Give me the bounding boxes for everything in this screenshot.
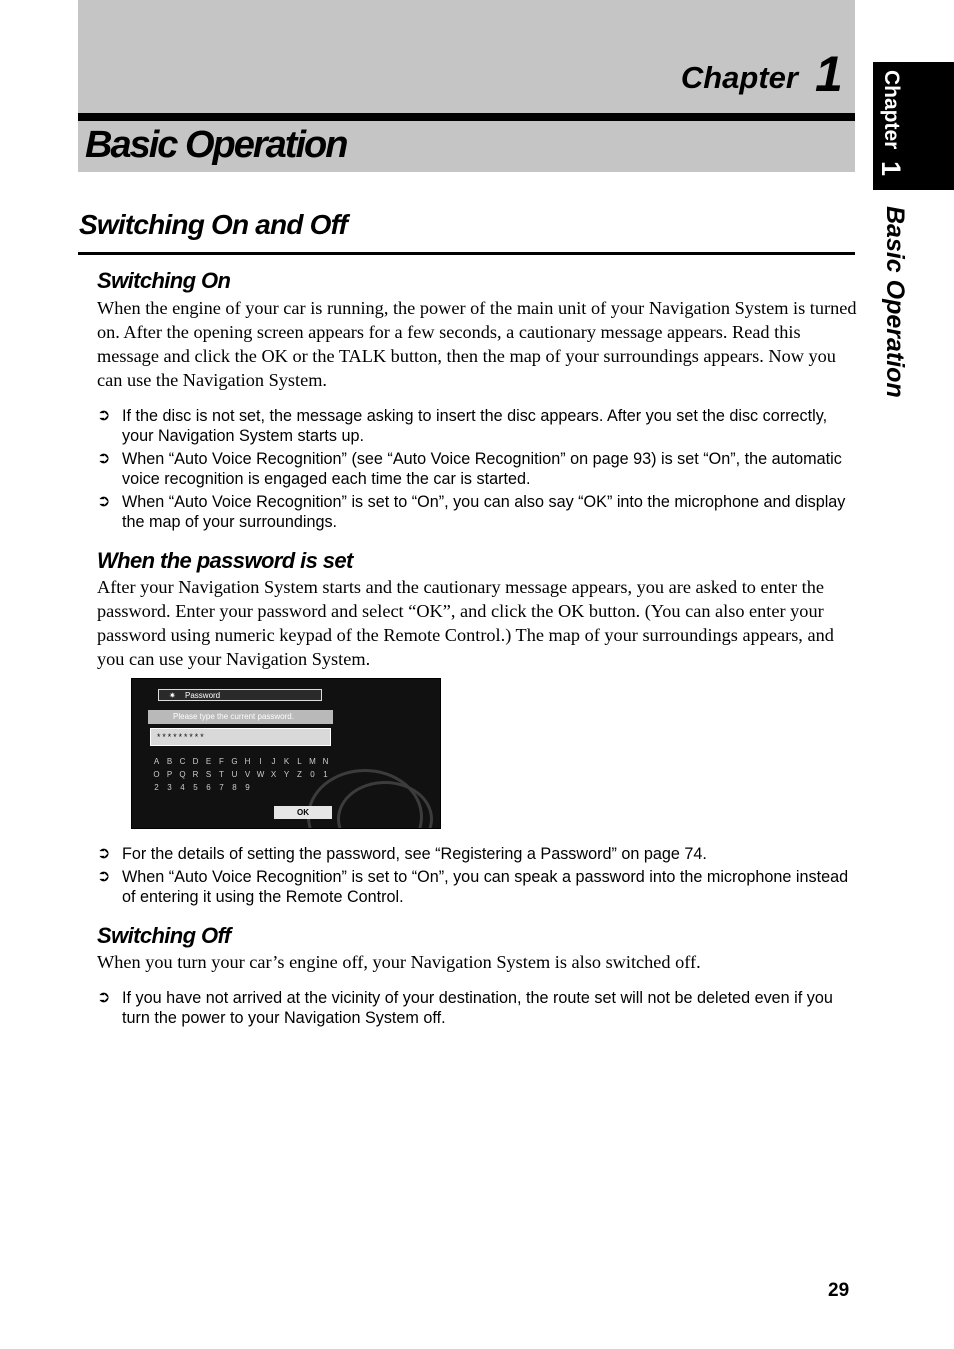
- keyboard-key[interactable]: 6: [206, 783, 211, 792]
- keyboard-key[interactable]: W: [256, 770, 265, 779]
- keyboard-key[interactable]: I: [259, 757, 262, 766]
- keyboard-row: [150, 781, 332, 794]
- note-item: [97, 988, 857, 1028]
- keyboard-key[interactable]: 4: [180, 783, 185, 792]
- password-paragraph: After your Navigation System starts and the cautionary message appears, you are asked to enter the password. Enter your password and select “OK”, and click the OK button. (You can also enter your password using numeric keypad of the Remote Control.) The map of your surroundings appears, and you can use your Navigation System.: [97, 577, 834, 669]
- note-text: For the details of setting the password, see “Registering a Password” on page 74.: [122, 845, 707, 863]
- on-screen-keyboard: [150, 755, 332, 794]
- keyboard-key[interactable]: R: [192, 770, 199, 779]
- keyboard-key[interactable]: L: [297, 757, 302, 766]
- keyboard-key[interactable]: M: [309, 757, 316, 766]
- keyboard-key[interactable]: 9: [245, 783, 250, 792]
- side-chapter-word: Chapter: [880, 70, 903, 150]
- section-rule: [78, 252, 855, 255]
- keyboard-key[interactable]: V: [244, 770, 251, 779]
- note-arrow-icon: ➲: [97, 493, 111, 510]
- section-title: Switching On and Off: [79, 209, 348, 240]
- side-chapter-number: 1: [876, 161, 906, 177]
- keyboard-key[interactable]: E: [205, 757, 212, 766]
- page-title: Basic Operation: [85, 124, 347, 166]
- note-text: If you have not arrived at the vicinity of your destination, the route set will not be deleted even if you turn the power to your Navigation System off.: [122, 989, 833, 1027]
- chapter-number: 1: [815, 46, 843, 102]
- keyboard-key[interactable]: C: [179, 757, 186, 766]
- keyboard-key[interactable]: B: [166, 757, 173, 766]
- screen-title: Password: [185, 691, 221, 700]
- note-arrow-icon: ➲: [97, 450, 111, 467]
- note-arrow-icon: ➲: [97, 989, 111, 1006]
- keyboard-key[interactable]: 7: [219, 783, 224, 792]
- keyboard-key[interactable]: S: [205, 770, 212, 779]
- note-text: If the disc is not set, the message asking to insert the disc appears. After you set the disc correctly, your Navigation System starts up.: [122, 407, 828, 445]
- keyboard-key[interactable]: F: [219, 757, 224, 766]
- keyboard-key[interactable]: U: [231, 770, 238, 779]
- note-text: When “Auto Voice Recognition” is set to “On”, you can speak a password into the microphone instead of entering it using the Remote Control.: [122, 868, 849, 906]
- password-screen-image: [131, 678, 441, 829]
- keyboard-key[interactable]: 5: [193, 783, 198, 792]
- ok-button[interactable]: OK: [274, 806, 332, 819]
- keyboard-key[interactable]: Z: [297, 770, 302, 779]
- keyboard-key[interactable]: D: [192, 757, 199, 766]
- keyboard-key[interactable]: K: [283, 757, 290, 766]
- side-chapter-label: [876, 70, 906, 176]
- keyboard-key[interactable]: J: [271, 757, 276, 766]
- switching-off-paragraph: When you turn your car’s engine off, your Navigation System is also switched off.: [97, 952, 701, 972]
- header-rule: [78, 113, 855, 121]
- note-arrow-icon: ➲: [97, 407, 111, 424]
- keyboard-key[interactable]: 8: [232, 783, 237, 792]
- keyboard-key[interactable]: P: [166, 770, 173, 779]
- keyboard-row: [150, 768, 332, 781]
- screen-title-bar: [158, 689, 322, 701]
- note-item: [97, 406, 857, 446]
- switching-on-paragraph: When the engine of your car is running, the power of the main unit of your Navigation System is turned on. After the opening screen appears for a few seconds, a cautionary message appears. Read this message and click the OK or the TALK button, then the map of your surroundings appears. Now you can use the Navigation System.: [97, 298, 857, 390]
- side-tab-title: Basic Operation: [881, 206, 909, 398]
- switching-off-heading: Switching Off: [97, 923, 231, 948]
- keyboard-key[interactable]: 3: [167, 783, 172, 792]
- keyboard-key[interactable]: H: [244, 757, 251, 766]
- keyboard-key[interactable]: A: [153, 757, 160, 766]
- password-heading: When the password is set: [97, 548, 353, 573]
- chapter-label: Chapter: [680, 60, 798, 95]
- keyboard-key[interactable]: G: [231, 757, 238, 766]
- page-number: 29: [828, 1280, 850, 1301]
- keyboard-key[interactable]: Y: [283, 770, 290, 779]
- switching-on-heading: Switching On: [97, 268, 231, 293]
- keyboard-key[interactable]: N: [322, 757, 329, 766]
- keyboard-key[interactable]: T: [219, 770, 224, 779]
- note-item: [97, 492, 857, 532]
- note-item: [97, 844, 857, 864]
- screen-prompt: Please type the current password.: [148, 710, 333, 724]
- keyboard-key[interactable]: X: [270, 770, 277, 779]
- note-item: [97, 449, 857, 489]
- keyboard-key[interactable]: O: [153, 770, 160, 779]
- keyboard-key[interactable]: 0: [310, 770, 315, 779]
- keyboard-key[interactable]: 2: [154, 783, 159, 792]
- keyboard-row: [150, 755, 332, 768]
- keyboard-key[interactable]: 1: [323, 770, 328, 779]
- key-icon: ✷: [169, 691, 176, 700]
- note-arrow-icon: ➲: [97, 845, 111, 862]
- password-input[interactable]: *********: [150, 728, 331, 746]
- keyboard-key[interactable]: Q: [179, 770, 186, 779]
- note-text: When “Auto Voice Recognition” (see “Auto Voice Recognition” on page 93) is set “On”, the automatic voice recognition is engaged each time the car is started.: [122, 450, 842, 488]
- note-text: When “Auto Voice Recognition” is set to “On”, you can also say “OK” into the microphone and display the map of your surroundings.: [122, 493, 846, 531]
- note-arrow-icon: ➲: [97, 868, 111, 885]
- note-item: [97, 867, 857, 907]
